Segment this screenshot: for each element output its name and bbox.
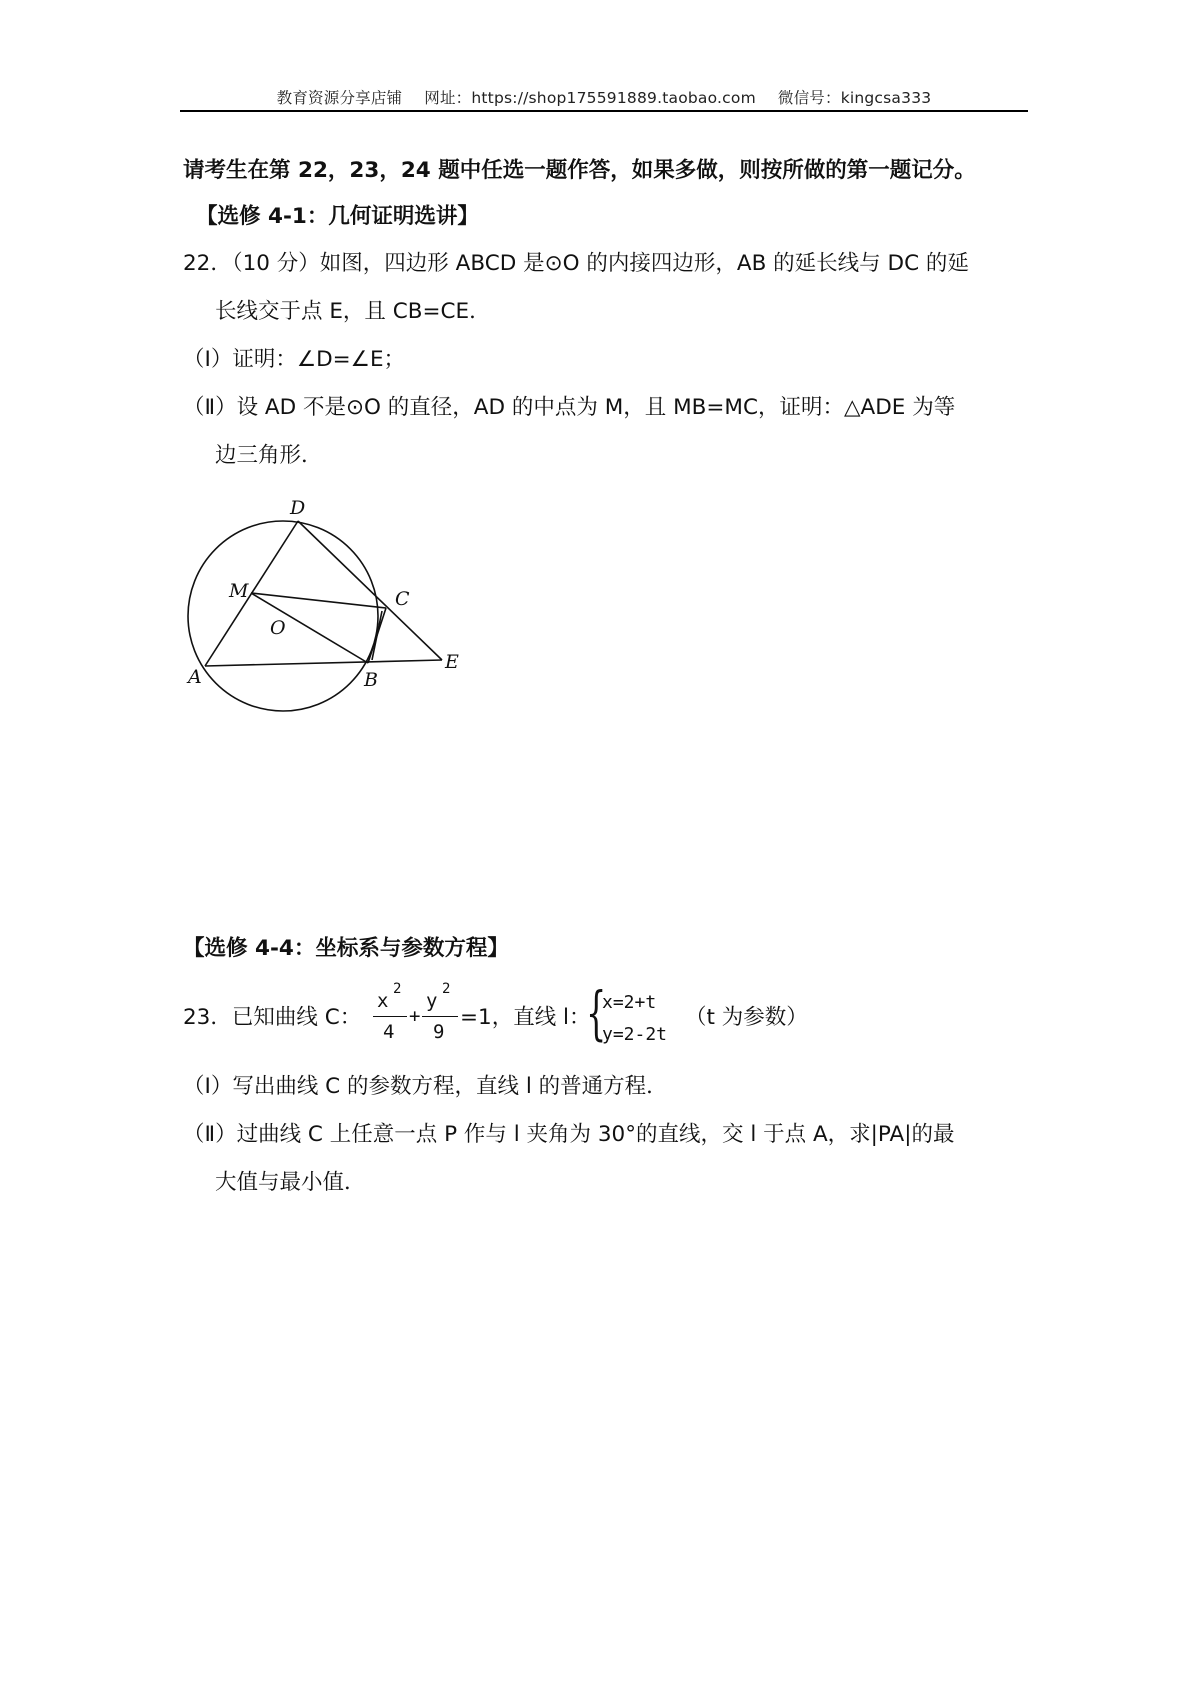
equals-line: =1，直线 l： (460, 1005, 591, 1030)
q23-part2-line1: （Ⅱ）过曲线 C 上任意一点 P 作与 l 夹角为 30°的直线，交 l 于点 A，求|PA|的最 (183, 1122, 955, 1147)
label-c: C (395, 588, 410, 610)
plus-sign: + (409, 1005, 421, 1027)
frac2-denominator: 9 (433, 1021, 445, 1043)
frac1-exponent: 2 (393, 981, 402, 997)
system-brace: { (586, 979, 607, 1047)
header-divider (180, 110, 1028, 112)
q22-part2-line1: （Ⅱ）设 AD 不是⊙O 的直径，AD 的中点为 M，且 MB=MC，证明：△ADE 为等 (183, 395, 956, 420)
frac2-numerator: y (426, 990, 438, 1012)
circle-o (188, 521, 378, 711)
header-url-label: 网址： (424, 89, 472, 107)
q22-line1: 22．（10 分）如图，四边形 ABCD 是⊙O 的内接四边形，AB 的延长线与 DC 的延 (183, 251, 969, 276)
q23-part1: （Ⅰ）写出曲线 C 的参数方程，直线 l 的普通方程． (183, 1074, 668, 1099)
q22-part2-line2: 边三角形． (215, 443, 323, 468)
instruction-text: 请考生在第 22，23，24 题中任选一题作答，如果多做，则按所做的第一题记分。 (183, 158, 976, 183)
page-header (180, 86, 1028, 108)
param-note: （t 为参数） (685, 1005, 808, 1030)
q23-prefix: 23．已知曲线 C： (183, 1005, 362, 1030)
frac1-numerator: x (377, 990, 389, 1012)
label-d: D (290, 497, 306, 519)
q22-part1: （Ⅰ）证明：∠D=∠E； (183, 347, 406, 372)
label-b: B (364, 669, 378, 691)
segment-cb-inner (372, 611, 382, 660)
geometry-figure (180, 490, 470, 720)
header-shop: 教育资源分享店铺 (276, 89, 403, 107)
segment-ae (205, 660, 442, 666)
frac2-exponent: 2 (442, 981, 451, 997)
system-line1: x=2+t (602, 992, 657, 1013)
header-wechat-label: 微信号： (777, 89, 841, 107)
section-4-1-title: 【选修 4-1：几何证明选讲】 (196, 204, 479, 229)
label-o: O (270, 617, 286, 639)
header-wechat: kingcsa333 (840, 89, 932, 107)
segment-de (298, 521, 442, 660)
q23-part2-line2: 大值与最小值． (215, 1170, 366, 1195)
frac1-bar (373, 1016, 407, 1017)
frac2-bar (422, 1016, 458, 1017)
q22-line2: 长线交于点 E，且 CB=CE． (215, 299, 491, 324)
section-4-4-title: 【选修 4-4：坐标系与参数方程】 (183, 936, 509, 961)
label-a: A (188, 666, 202, 688)
system-line2: y=2-2t (602, 1024, 668, 1045)
label-m: M (229, 580, 249, 602)
header-url[interactable]: https://shop175591889.taobao.com (471, 89, 756, 107)
label-e: E (445, 651, 459, 673)
frac1-denominator: 4 (383, 1021, 395, 1043)
